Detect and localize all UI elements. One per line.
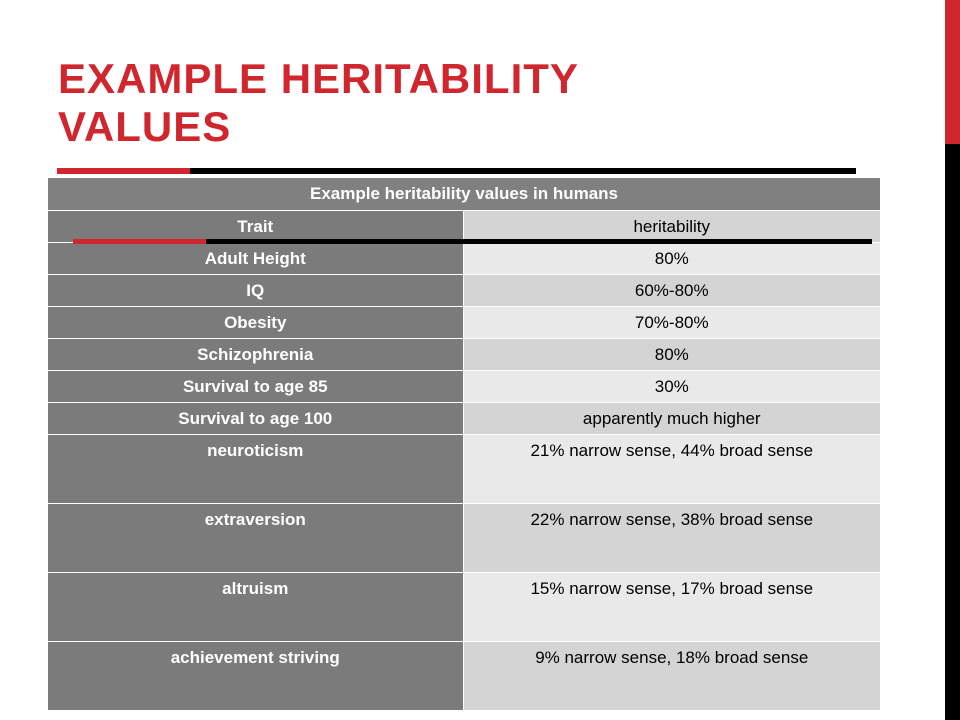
slide-title — [58, 55, 878, 151]
value-cell: 15% narrow sense, 17% broad sense — [463, 573, 880, 642]
trait-cell: Survival to age 100 — [48, 403, 463, 435]
edge-accent-black — [945, 144, 960, 720]
table-caption: Example heritability values in humans — [48, 178, 880, 211]
overlay-rule-black — [206, 239, 872, 244]
value-cell: 22% narrow sense, 38% broad sense — [463, 504, 880, 573]
trait-cell: IQ — [48, 275, 463, 307]
table-header-row — [48, 211, 880, 243]
header-trait: Trait — [48, 211, 463, 243]
trait-cell: neuroticism — [48, 435, 463, 504]
value-cell: apparently much higher — [463, 403, 880, 435]
trait-cell: altruism — [48, 573, 463, 642]
table-row — [48, 504, 880, 573]
trait-cell: achievement striving — [48, 642, 463, 711]
table-caption-row — [48, 178, 880, 211]
trait-cell: extraversion — [48, 504, 463, 573]
table-row — [48, 371, 880, 403]
title-line-2: VALUES — [58, 103, 232, 150]
trait-cell: Schizophrenia — [48, 339, 463, 371]
table-row — [48, 573, 880, 642]
value-cell: 70%-80% — [463, 307, 880, 339]
table-row — [48, 243, 880, 275]
title-underline-black — [190, 168, 856, 174]
table-row — [48, 339, 880, 371]
trait-cell: Survival to age 85 — [48, 371, 463, 403]
trait-cell: Obesity — [48, 307, 463, 339]
title-line-1: EXAMPLE HERITABILITY — [58, 55, 579, 102]
value-cell: 80% — [463, 339, 880, 371]
table-row — [48, 403, 880, 435]
heritability-table — [48, 178, 880, 711]
value-cell: 30% — [463, 371, 880, 403]
table-row — [48, 307, 880, 339]
header-heritability: heritability — [463, 211, 880, 243]
trait-cell: Adult Height — [48, 243, 463, 275]
value-cell: 21% narrow sense, 44% broad sense — [463, 435, 880, 504]
edge-accent-red — [945, 0, 960, 144]
title-underline-red — [57, 168, 190, 174]
table-row — [48, 435, 880, 504]
value-cell: 60%-80% — [463, 275, 880, 307]
table-row — [48, 642, 880, 711]
overlay-rule-red — [73, 239, 206, 244]
value-cell: 9% narrow sense, 18% broad sense — [463, 642, 880, 711]
value-cell: 80% — [463, 243, 880, 275]
table-row — [48, 275, 880, 307]
